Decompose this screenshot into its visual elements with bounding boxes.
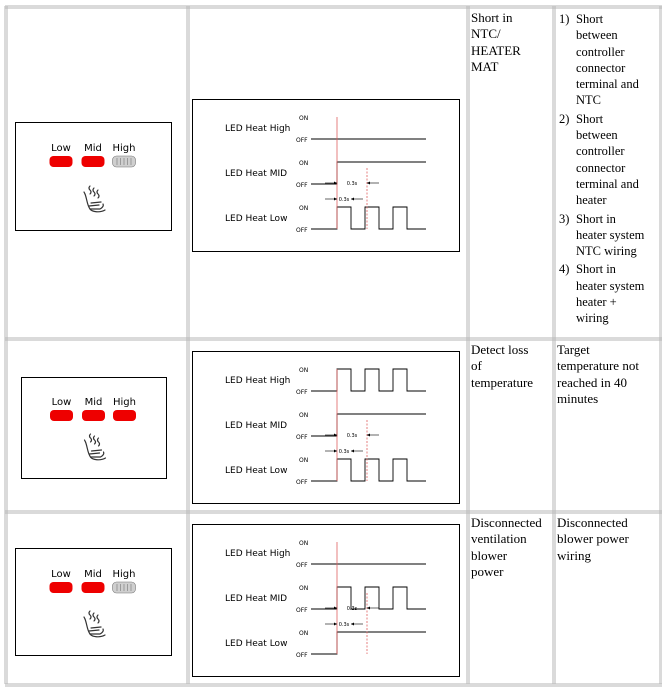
interval-label: 0.3s	[346, 180, 358, 187]
led-label-mid: Mid	[84, 143, 102, 154]
indicator-panel	[16, 123, 172, 231]
cause-line: NTC wiring	[576, 244, 637, 259]
cause-line: wiring	[576, 311, 609, 326]
cause-number: 4)	[559, 262, 570, 277]
symptom-line: Disconnected	[471, 515, 542, 530]
symptom-line: temperature	[471, 374, 534, 390]
on-level-label: ON	[299, 630, 309, 637]
on-level-label: ON	[299, 367, 309, 374]
on-level-label: ON	[299, 160, 309, 167]
cause-item-4	[556, 261, 662, 326]
led-indicator-on	[50, 582, 73, 593]
cause-number: 1)	[559, 12, 570, 26]
led-indicator-on	[82, 156, 105, 167]
led-indicator-on	[113, 410, 136, 421]
led-label-low: Low	[51, 569, 71, 580]
channel-label: LED Heat Low	[225, 639, 288, 649]
cause-line: NTC	[576, 93, 601, 108]
cause-line: reached in 40	[557, 374, 628, 390]
channel-label: LED Heat MID	[225, 594, 288, 604]
interval-label: 0.3s	[346, 432, 358, 439]
led-indicator-on	[50, 410, 73, 421]
cause-number: 3)	[559, 211, 570, 226]
channel-label: LED Heat Low	[225, 466, 288, 476]
led-label-high: High	[112, 143, 136, 154]
led-indicator-on	[82, 410, 105, 421]
cause-line: controller	[576, 144, 625, 159]
cause-line: controller	[576, 44, 625, 59]
off-level-label: OFF	[296, 227, 308, 234]
cause-line: heater	[576, 193, 607, 208]
off-level-label: OFF	[296, 479, 308, 486]
off-level-label: OFF	[296, 562, 308, 569]
channel-label: LED Heat Low	[225, 214, 288, 224]
on-level-label: ON	[299, 457, 309, 464]
channel-label: LED Heat High	[225, 549, 291, 559]
cause-line: wiring	[557, 547, 591, 563]
symptom-line: of	[471, 358, 482, 374]
symptom-line: ventilation	[471, 531, 527, 547]
off-level-label: OFF	[296, 182, 308, 189]
cause-line: blower power	[557, 531, 629, 547]
cause-line: Target	[557, 342, 590, 357]
symptom-cell-1	[471, 10, 551, 75]
cause-line: Short in	[576, 211, 616, 226]
led-label-low: Low	[51, 397, 72, 408]
symptom-cell-3	[471, 515, 553, 580]
led-label-mid: Mid	[84, 397, 103, 408]
led-label-low: Low	[51, 143, 71, 154]
cause-list-1	[556, 11, 660, 329]
cause-item-3	[556, 211, 662, 260]
channel-label: LED Heat MID	[225, 169, 288, 179]
on-level-label: ON	[299, 540, 309, 547]
off-level-label: OFF	[296, 389, 308, 396]
cause-number: 2)	[559, 111, 570, 126]
off-level-label: OFF	[296, 607, 308, 614]
cause-cell-2	[557, 342, 659, 407]
cause-line: terminal and	[576, 176, 639, 191]
on-level-label: ON	[299, 412, 309, 419]
interval-label: 0.3s	[338, 448, 350, 455]
cause-line: Short in	[576, 262, 616, 277]
on-level-label: ON	[299, 115, 309, 122]
led-indicator-on	[82, 582, 105, 593]
interval-label: 0.3s	[346, 605, 358, 612]
led-label-high: High	[112, 569, 136, 580]
interval-label: 0.3s	[338, 621, 350, 628]
cause-line: between	[576, 28, 618, 43]
channel-label: LED Heat High	[225, 124, 291, 134]
channel-label: LED Heat MID	[225, 421, 288, 431]
off-level-label: OFF	[296, 652, 308, 659]
symptom-line: blower	[471, 547, 508, 563]
led-indicator-on	[50, 156, 73, 167]
cause-line: connector	[576, 160, 626, 175]
symptom-line: Detect loss	[471, 342, 529, 357]
cause-line: heater system	[576, 278, 645, 293]
on-level-label: ON	[299, 205, 309, 212]
on-level-label: ON	[299, 585, 309, 592]
cause-line: heater +	[576, 295, 617, 310]
cause-item-1	[556, 11, 662, 109]
cause-line: between	[576, 128, 618, 143]
cause-item-2	[556, 111, 662, 209]
symptom-line: MAT	[471, 58, 499, 74]
led-label-high: High	[113, 397, 136, 408]
off-level-label: OFF	[296, 434, 308, 441]
cause-cell-3	[557, 515, 659, 564]
cause-line: Short	[576, 12, 604, 26]
cause-line: minutes	[557, 390, 599, 406]
symptom-line: NTC/	[471, 26, 501, 42]
channel-label: LED Heat High	[225, 376, 291, 386]
led-label-mid: Mid	[84, 569, 102, 580]
cause-line: temperature not	[557, 358, 639, 374]
off-level-label: OFF	[296, 137, 308, 144]
cause-line: Disconnected	[557, 515, 628, 530]
cause-line: terminal and	[576, 77, 639, 92]
cause-line: connector	[576, 60, 626, 75]
cause-line: heater system	[576, 227, 645, 242]
indicator-panel	[16, 549, 172, 656]
symptom-line: Short in	[471, 10, 513, 25]
interval-label: 0.3s	[338, 196, 350, 203]
indicator-panel	[22, 378, 167, 479]
symptom-line: power	[471, 563, 504, 579]
symptom-cell-2	[471, 342, 553, 391]
symptom-line: HEATER	[471, 42, 521, 58]
cause-line: Short	[576, 111, 604, 126]
